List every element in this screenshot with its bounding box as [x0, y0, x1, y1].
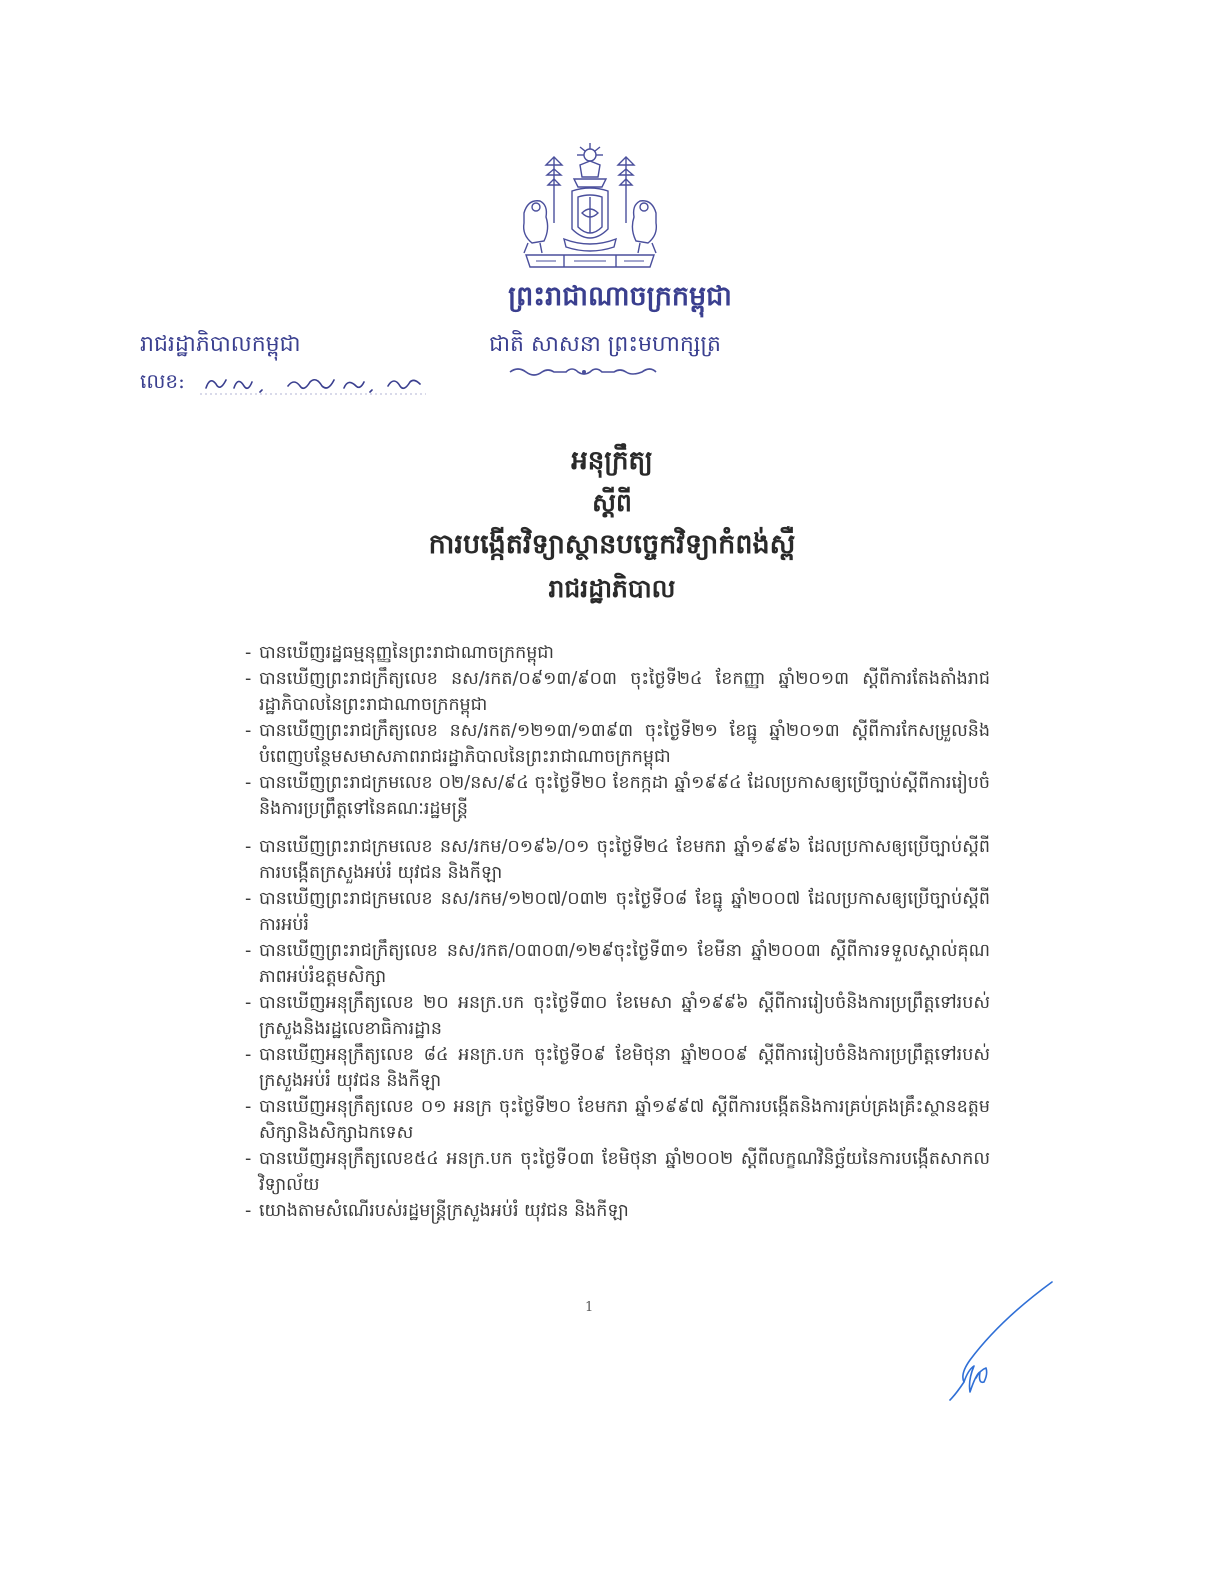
document-type-heading: អនុក្រឹត្យ: [571, 446, 653, 476]
clause-text: បានឃើញព្រះរាជក្រមលេខ នស/រកម/០១៩៦/០១ ចុះថ្ងៃទី២៤ ខែមករា ឆ្នាំ១៩៩៦ ដែលប្រកាសឲ្យប្រើច្បាប់ស្តីពីការបង្កើតក្រសួងអប់រំ យុវជន និងកីឡា: [259, 837, 990, 883]
bullet-marker: -: [245, 889, 252, 909]
bullet-marker: -: [245, 1097, 252, 1117]
document-number-label: លេខ:: [140, 369, 185, 393]
clause-text: បានឃើញព្រះរាជក្រឹត្យលេខ នស/រកត/០៣០៣/១២៩ចុះថ្ងៃទី៣១ ខែមីនា ឆ្នាំ២០០៣ ស្តីពីការទទួលស្គាល់គុណភាពអប់រំឧត្តមសិក្សា: [259, 941, 990, 987]
clause-text: បានឃើញអនុក្រឹត្យលេខ ០១ អនក្រ ចុះថ្ងៃទី២០ ខែមករា ឆ្នាំ១៩៩៧ ស្តីពីការបង្កើតនិងការគ្រប់គ្រងគ្រឹះស្ថានឧត្តមសិក្សានិងសិក្សាឯកទេស: [259, 1097, 990, 1143]
list-item: [245, 640, 990, 666]
issuer-heading: រាជរដ្ឋាភិបាល: [548, 574, 676, 603]
list-item: [245, 1146, 990, 1198]
bullet-marker: -: [245, 669, 252, 689]
page-number: 1: [585, 1300, 594, 1315]
list-item: [245, 718, 990, 770]
list-item: [245, 886, 990, 938]
bullet-marker: -: [245, 941, 252, 961]
list-item: [245, 834, 990, 886]
bullet-marker: -: [245, 721, 252, 741]
royal-coat-of-arms-emblem: [514, 143, 666, 275]
list-item: [245, 1042, 990, 1094]
clause-text: បានឃើញអនុក្រឹត្យលេខ ២០ អនក្រ.បក ចុះថ្ងៃទី៣០ ខែមេសា ឆ្នាំ១៩៩៦ ស្តីពីការរៀបចំនិងការប្រព្រឹត្តទៅរបស់ក្រសួងនិងរដ្ឋលេខាធិការដ្ឋាន: [259, 993, 990, 1039]
bullet-marker: -: [245, 1045, 252, 1065]
list-item: [245, 938, 990, 990]
bullet-marker: -: [245, 1201, 252, 1221]
list-item: [245, 666, 990, 718]
handwritten-document-number: [198, 368, 428, 398]
clause-text: បានឃើញព្រះរាជក្រឹត្យលេខ នស/រកត/១២១៣/១៣៩៣ ចុះថ្ងៃទី២១ ខែធ្នូ ឆ្នាំ២០១៣ ស្តីពីការកែសម្រួលនិងបំពេញបន្ថែមសមាសភាពរាជរដ្ឋាភិបាលនៃព្រះរាជាណាចក្រកម្ពុជា: [259, 721, 990, 767]
bullet-marker: -: [245, 773, 252, 793]
bullet-marker: -: [245, 1149, 252, 1169]
clause-text: បានឃើញអនុក្រឹត្យលេខ ៨៤ អនក្រ.បក ចុះថ្ងៃទី០៩ ខែមិថុនា ឆ្នាំ២០០៩ ស្តីពីការរៀបចំនិងការប្រព្រឹត្តទៅរបស់ក្រសួងអប់រំ យុវជន និងកីឡា: [259, 1045, 990, 1091]
about-heading: ស្តីពី: [592, 488, 632, 517]
list-item: [245, 1094, 990, 1146]
bullet-marker: -: [245, 837, 252, 857]
list-item: [245, 990, 990, 1042]
clause-text: បានឃើញរដ្ឋធម្មនុញ្ញនៃព្រះរាជាណាចក្រកម្ពុជា: [259, 643, 554, 663]
national-motto: ជាតិ សាសនា ព្រះមហាក្សត្រ: [489, 332, 721, 357]
clause-text: បានឃើញព្រះរាជក្រឹត្យលេខ នស/រកត/០៩១៣/៩០៣ ចុះថ្ងៃទី២៤ ខែកញ្ញា ឆ្នាំ២០១៣ ស្តីពីការតែងតាំងរាជរដ្ឋាភិបាលនៃព្រះរាជាណាចក្រកម្ពុជា: [259, 669, 990, 715]
clause-text: យោងតាមសំណើរបស់រដ្ឋមន្ត្រីក្រសួងអប់រំ យុវជន និងកីឡា: [259, 1201, 629, 1221]
list-item: [245, 770, 990, 822]
signature-initial-mark: [930, 1270, 1070, 1410]
bullet-marker: -: [245, 993, 252, 1013]
government-name: រាជរដ្ឋាភិបាលកម្ពុជា: [140, 332, 301, 357]
ornamental-divider: [508, 364, 658, 378]
clause-text: បានឃើញព្រះរាជក្រមលេខ នស/រកម/១២០៧/០៣២ ចុះថ្ងៃទី០៨ ខែធ្នូ ឆ្នាំ២០០៧ ដែលប្រកាសឲ្យប្រើច្បាប់ស្តីពីការអប់រំ: [259, 889, 990, 935]
subject-heading: ការបង្កើតវិទ្យាស្ថានបច្ចេកវិទ្យាកំពង់ស្ពឺ: [428, 529, 796, 560]
document-number: [140, 368, 428, 398]
list-item: [245, 1198, 990, 1224]
bullet-marker: -: [245, 643, 252, 663]
clause-text: បានឃើញព្រះរាជក្រមលេខ ០២/នស/៩៤ ចុះថ្ងៃទី២០ ខែកក្កដា ឆ្នាំ១៩៩៤ ដែលប្រកាសឲ្យប្រើច្បាប់ស្តីពីការរៀបចំនិងការប្រព្រឹត្តទៅនៃគណៈរដ្ឋមន្ត្រី: [259, 773, 990, 819]
clause-text: បានឃើញអនុក្រឹត្យលេខ៥៤ អនក្រ.បក ចុះថ្ងៃទី០៣ ខែមិថុនា ឆ្នាំ២០០២ ស្តីពីលក្ខណវិនិច្ឆ័យនៃការបង្កើតសាកលវិទ្យាល័យ: [259, 1149, 990, 1195]
kingdom-title: ព្រះរាជាណាចក្រកម្ពុជា: [508, 281, 732, 312]
preamble-clause-list: [245, 640, 990, 1224]
